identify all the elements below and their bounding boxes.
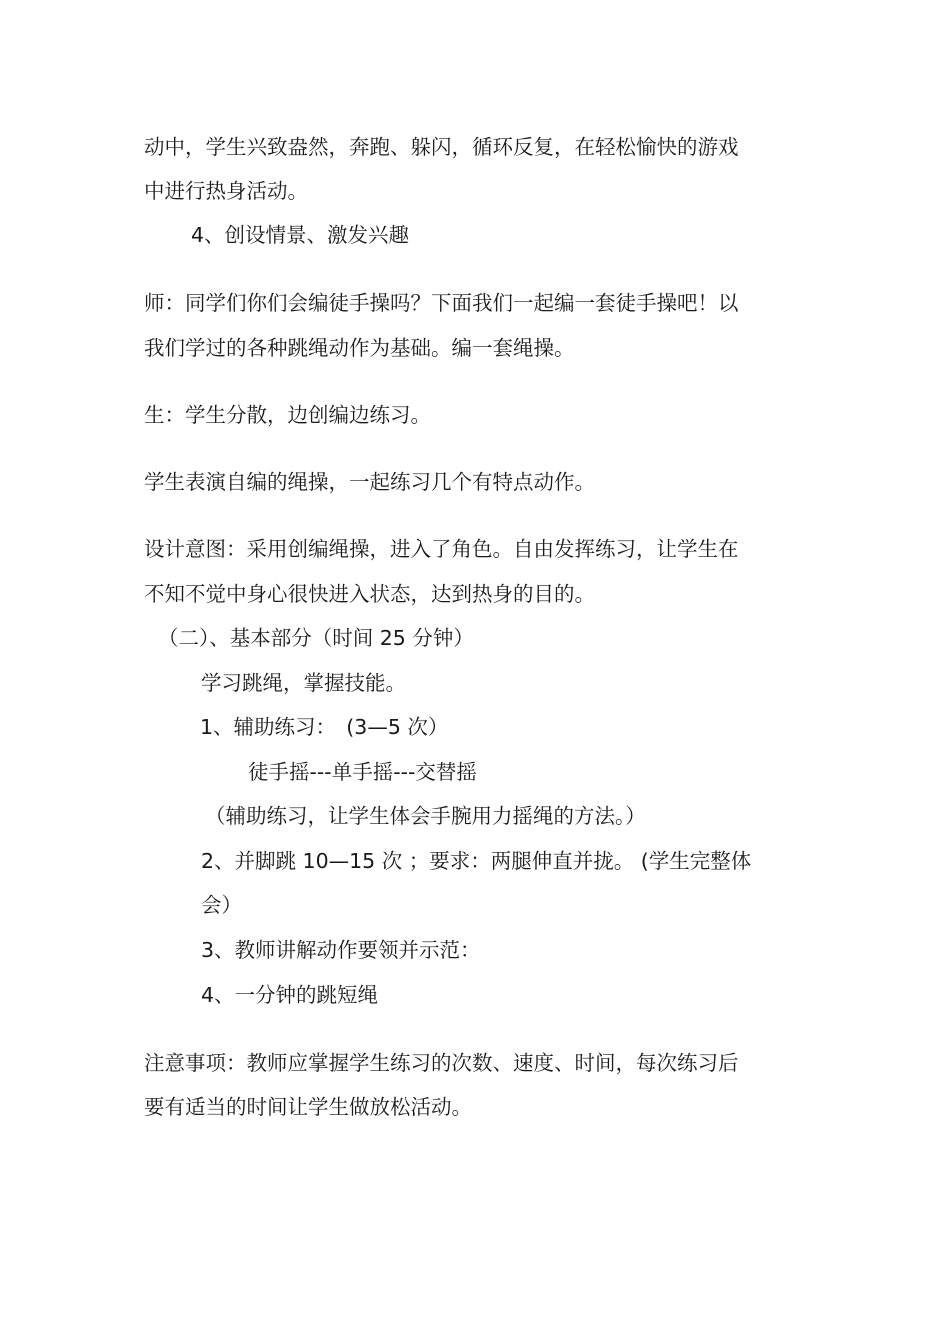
paragraph-line: 要有适当的时间让学生做放松活动。 [144, 1095, 472, 1119]
list-item: 1、辅助练习： (3—5 次） [200, 715, 449, 739]
paragraph-line: 不知不觉中身心很快进入状态，达到热身的目的。 [144, 582, 595, 606]
paragraph-line: 动中，学生兴致盎然，奔跑、躲闪，循环反复，在轻松愉快的游戏 [144, 135, 739, 159]
paragraph-line: 师：同学们你们会编徒手操吗？下面我们一起编一套徒手操吧！以 [144, 291, 739, 315]
paragraph-line: 学生表演自编的绳操，一起练习几个有特点动作。 [144, 470, 595, 494]
list-item: 3、教师讲解动作要领并示范： [201, 938, 481, 962]
list-item: 2、并脚跳 10—15 次 ；要求：两腿伸直并拢。 (学生完整体 [201, 849, 752, 873]
paragraph-line: 生：学生分散，边创编边练习。 [144, 403, 431, 427]
section-heading: 4、创设情景、激发兴趣 [191, 223, 410, 247]
paragraph-line: 设计意图：采用创编绳操，进入了角色。自由发挥练习，让学生在 [144, 537, 739, 561]
section-heading: （二）、基本部分（时间 25 分钟） [158, 626, 474, 650]
list-item-note: （辅助练习，让学生体会手腕用力摇绳的方法。） [205, 804, 646, 828]
list-item: 4、一分钟的跳短绳 [201, 983, 379, 1007]
list-item-detail: 徒手摇---单手摇---交替摇 [248, 760, 477, 784]
paragraph-line: 中进行热身活动。 [144, 179, 308, 203]
paragraph-line: 注意事项：教师应掌握学生练习的次数、速度、时间，每次练习后 [144, 1051, 739, 1075]
list-item-continuation: 会） [201, 893, 242, 917]
paragraph-line: 学习跳绳，掌握技能。 [201, 671, 406, 695]
paragraph-line: 我们学过的各种跳绳动作为基础。编一套绳操。 [144, 336, 575, 360]
